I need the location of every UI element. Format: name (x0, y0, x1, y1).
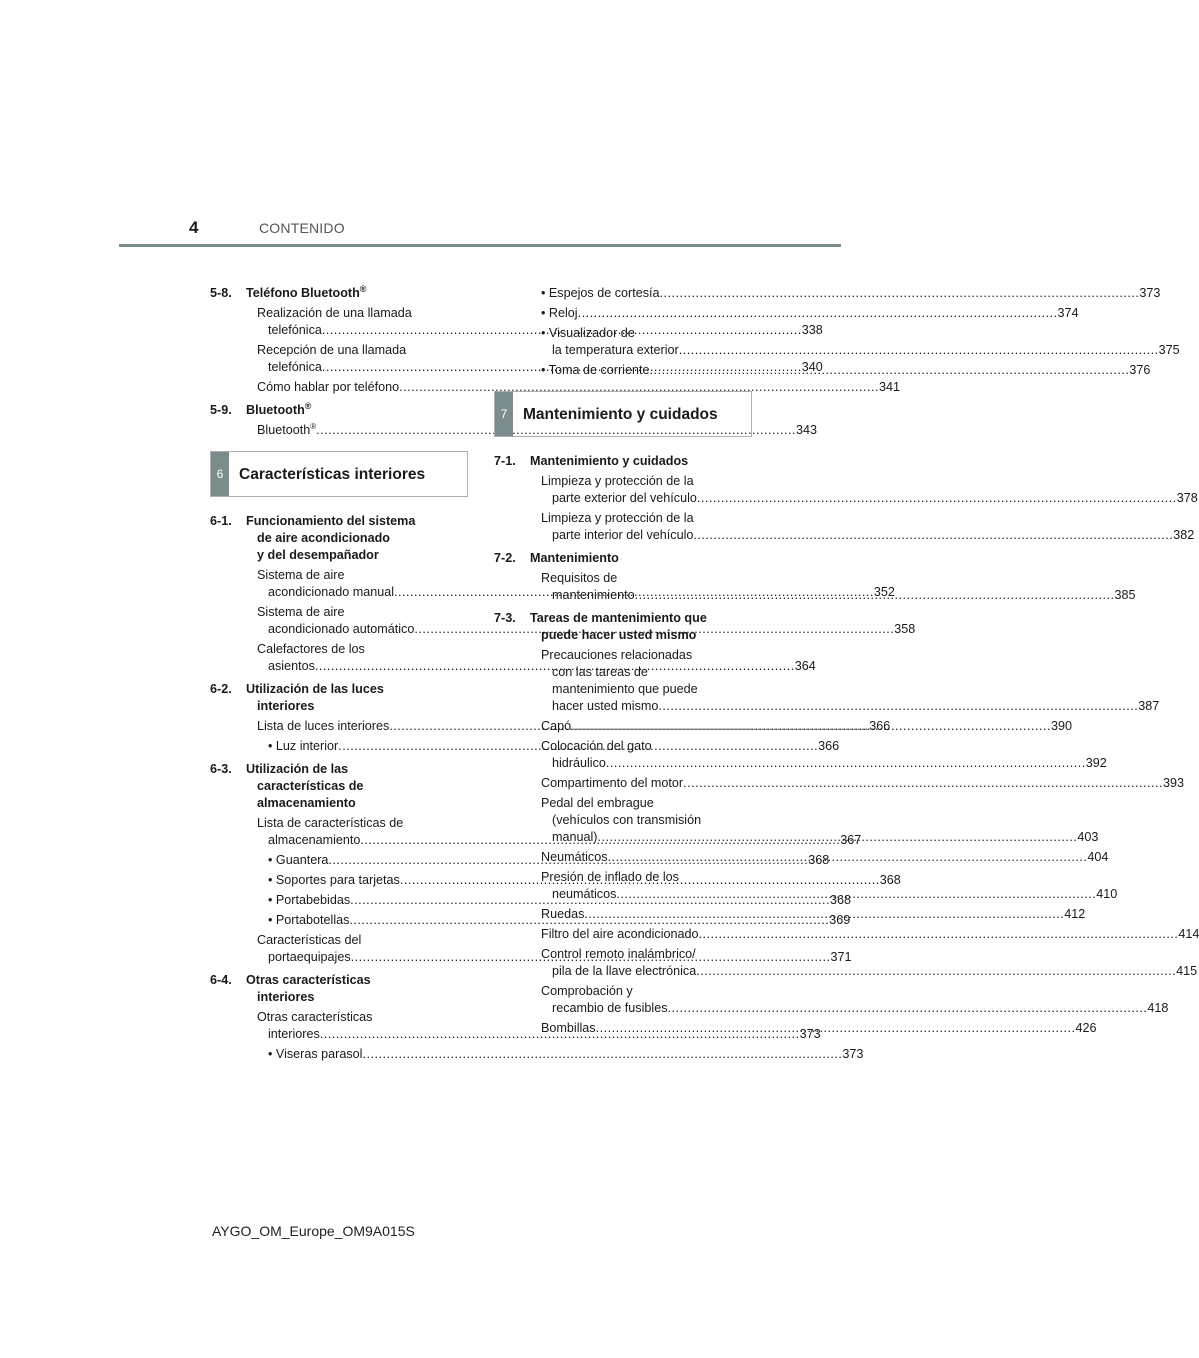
entry-leader (541, 285, 1161, 302)
toc-section-7-1[interactable] (494, 453, 752, 470)
registered-mark: ® (359, 283, 367, 294)
chapter-tab: 6 (211, 452, 229, 496)
section-title (246, 761, 468, 812)
page-ref: 368 (879, 873, 901, 887)
section-title (246, 972, 468, 1006)
toc-entry[interactable] (494, 510, 1195, 544)
entry-leader (541, 755, 1107, 772)
entry-leader (541, 926, 1199, 943)
entry-line: parte interior del vehículo (552, 528, 694, 542)
toc-entry[interactable] (494, 285, 1161, 302)
entry-line: • Toma de corriente (541, 363, 650, 377)
entry-line: (vehículos con transmisión (552, 813, 702, 827)
entry-line: telefónica (268, 323, 322, 337)
page-ref: 378 (1176, 491, 1198, 505)
entry-leader (541, 305, 1079, 322)
entry-leader (541, 342, 1180, 359)
entry-line: • Viseras parasol (268, 1047, 363, 1061)
entry-line: Comprobación y (541, 984, 633, 998)
page-ref: 367 (840, 833, 862, 847)
page-ref: 368 (830, 893, 852, 907)
entry-line: Sistema de aire (257, 568, 345, 582)
page-ref: 373 (1139, 286, 1161, 300)
section-line: características de (257, 779, 364, 793)
section-title-text: Bluetooth (246, 403, 305, 417)
toc-section-6-2[interactable] (210, 681, 468, 715)
section-number: 7-1. (494, 454, 516, 468)
entry-line: Lista de características de (257, 816, 404, 830)
section-number: 6-4. (210, 973, 232, 987)
page-ref: 387 (1138, 699, 1160, 713)
entry-line: • Visualizador de (541, 326, 635, 340)
page-ref: 373 (799, 1027, 821, 1041)
entry-line: Precauciones relacionadas (541, 648, 693, 662)
chapter-tab: 7 (495, 392, 513, 436)
entry-line: con las tareas de (552, 665, 648, 679)
section-line: Funcionamiento del sistema (246, 514, 416, 528)
section-title-text: Teléfono Bluetooth (246, 286, 360, 300)
chapter-title: Mantenimiento y cuidados (523, 405, 718, 423)
registered-mark: ® (304, 400, 312, 411)
toc-section-6-4[interactable] (210, 972, 468, 1006)
entry-leader (541, 775, 1184, 792)
entry-line: Limpieza y protección de la (541, 474, 694, 488)
entry-line: Compartimento del motor (541, 776, 684, 790)
toc-entry[interactable] (494, 926, 1199, 943)
section-title (246, 285, 468, 302)
section-line: interiores (257, 699, 315, 713)
entry-leader (541, 1000, 1169, 1017)
section-number: 7-2. (494, 551, 516, 565)
toc-entry[interactable] (494, 305, 1079, 322)
toc-section-5-9[interactable] (210, 402, 468, 419)
entry-line: Calefactores de los (257, 642, 365, 656)
section-line: interiores (257, 990, 315, 1004)
page-ref: 414 (1178, 927, 1199, 941)
page-ref: 340 (801, 360, 823, 374)
page-ref: 412 (1064, 907, 1086, 921)
page-title: CONTENIDO (259, 220, 345, 236)
entry-line: Control remoto inalámbrico/ (541, 947, 696, 961)
entry-line: • Espejos de cortesía (541, 286, 660, 300)
toc-entry[interactable] (494, 473, 1198, 507)
page-ref: 371 (830, 950, 852, 964)
section-title (246, 402, 468, 419)
section-number: 5-9. (210, 403, 232, 417)
page-ref: 368 (808, 853, 830, 867)
entry-line: • Luz interior (268, 739, 339, 753)
section-number: 6-3. (210, 762, 232, 776)
entry-line: hacer usted mismo (552, 699, 659, 713)
entry-line: almacenamiento (268, 833, 361, 847)
entry-line: la temperatura exterior (552, 343, 679, 357)
section-line: Tareas de mantenimiento que (530, 611, 707, 625)
section-title (246, 513, 468, 564)
entry-line: asientos (268, 659, 315, 673)
entry-line: • Soportes para tarjetas (268, 873, 400, 887)
entry-line: Lista de luces interiores (257, 719, 390, 733)
entry-line: telefónica (268, 360, 322, 374)
entry-line: mantenimiento que puede (552, 682, 698, 696)
entry-line: Limpieza y protección de la (541, 511, 694, 525)
page-ref: 415 (1176, 964, 1198, 978)
section-number: 6-2. (210, 682, 232, 696)
entry-line: parte exterior del vehículo (552, 491, 697, 505)
entry-line: Capó (541, 719, 572, 733)
section-line: puede hacer usted mismo (541, 628, 697, 642)
toc-section-5-8[interactable] (210, 285, 468, 302)
entry-line: • Guantera (268, 853, 329, 867)
section-title (246, 681, 468, 715)
page-ref: 338 (801, 323, 823, 337)
page-ref: 392 (1085, 756, 1107, 770)
page-ref: 369 (829, 913, 851, 927)
page-ref: 341 (879, 380, 901, 394)
section-number: 5-8. (210, 286, 232, 300)
page-ref: 352 (873, 585, 895, 599)
toc-section-7-3[interactable] (494, 610, 752, 644)
entry-line: Características del (257, 933, 362, 947)
entry-line: Cómo hablar por teléfono (257, 380, 400, 394)
entry-line: acondicionado manual (268, 585, 395, 599)
toc-entry[interactable] (210, 421, 818, 439)
page-ref: 403 (1077, 830, 1099, 844)
page-ref: 373 (842, 1047, 864, 1061)
section-number: 6-1. (210, 514, 232, 528)
entry-line: recambio de fusibles (552, 1001, 668, 1015)
entry-line: Recepción de una llamada (257, 343, 407, 357)
chapter-7-heading[interactable] (494, 391, 752, 437)
section-title: Mantenimiento y cuidados (530, 454, 689, 468)
entry-line: Pedal del embrague (541, 796, 654, 810)
entry-line: Bombillas (541, 1021, 596, 1035)
entry-line: • Portabotellas (268, 913, 350, 927)
toc-entry[interactable] (210, 1046, 864, 1063)
toc-section-6-1[interactable] (210, 513, 468, 564)
entry-line: hidráulico (552, 756, 606, 770)
entry-line: Presión de inflado de los (541, 870, 679, 884)
section-line: y del desempañador (257, 548, 379, 562)
page-ref: 404 (1087, 850, 1109, 864)
page-ref: 374 (1057, 306, 1079, 320)
entry-leader (541, 490, 1198, 507)
entry-line: • Reloj (541, 306, 578, 320)
registered-mark: ® (310, 421, 317, 431)
toc-entry[interactable] (494, 775, 1184, 792)
entry-line: pila de la llave electrónica (552, 964, 697, 978)
page-ref: 376 (1129, 363, 1151, 377)
entry-line: Realización de una llamada (257, 306, 412, 320)
page-ref: 366 (818, 739, 840, 753)
entry-line: Ruedas (541, 907, 585, 921)
entry-line: Colocación del gato (541, 739, 652, 753)
page-ref: 426 (1075, 1021, 1097, 1035)
section-line: Utilización de las luces (246, 682, 384, 696)
toc-entry[interactable] (210, 379, 901, 396)
entry-leader (257, 379, 901, 396)
section-title (530, 610, 752, 644)
toc-section-6-3[interactable] (210, 761, 468, 812)
page-ref: 375 (1158, 343, 1180, 357)
entry-line: Requisitos de (541, 571, 618, 585)
chapter-title: Características interiores (239, 465, 426, 483)
entry-line: Filtro del aire acondicionado (541, 927, 699, 941)
page-ref: 410 (1096, 887, 1118, 901)
toc-section-7-2[interactable] (494, 550, 752, 567)
entry-line: Sistema de aire (257, 605, 345, 619)
section-line: almacenamiento (257, 796, 356, 810)
entry-line: • Portabebidas (268, 893, 351, 907)
document-code: AYGO_OM_Europe_OM9A015S (212, 1223, 415, 1239)
entry-leader (268, 1046, 864, 1063)
entry-line: Otras características (257, 1010, 373, 1024)
section-line: de aire acondicionado (257, 531, 390, 545)
chapter-6-heading[interactable] (210, 451, 468, 497)
entry-line: neumáticos (552, 887, 617, 901)
entry-leader (257, 421, 818, 439)
entry-leader (541, 698, 1160, 715)
toc-entry[interactable] (494, 983, 1169, 1017)
page-ref: 358 (894, 622, 916, 636)
entry-line: portaequipajes (268, 950, 351, 964)
page-number: 4 (189, 218, 199, 237)
entry-line: mantenimiento (552, 588, 635, 602)
page-ref: 364 (794, 659, 816, 673)
page-ref: 418 (1147, 1001, 1169, 1015)
entry-text: Bluetooth (257, 423, 311, 437)
page-ref: 390 (1050, 719, 1072, 733)
section-line: Utilización de las (246, 762, 349, 776)
page-ref: 385 (1114, 588, 1136, 602)
section-line: Otras características (246, 973, 371, 987)
page-ref: 393 (1162, 776, 1184, 790)
page-ref: 382 (1173, 528, 1195, 542)
section-number: 7-3. (494, 611, 516, 625)
header-rule (119, 244, 841, 247)
entry-line: acondicionado automático (268, 622, 415, 636)
page-ref: 366 (869, 719, 891, 733)
section-title: Mantenimiento (530, 551, 619, 565)
entry-line: Neumáticos (541, 850, 608, 864)
page-ref: 343 (796, 423, 818, 437)
entry-leader (541, 963, 1198, 980)
entry-line (257, 423, 316, 437)
entry-line: manual) (552, 830, 598, 844)
entry-line: interiores (268, 1027, 320, 1041)
entry-leader (541, 527, 1195, 544)
